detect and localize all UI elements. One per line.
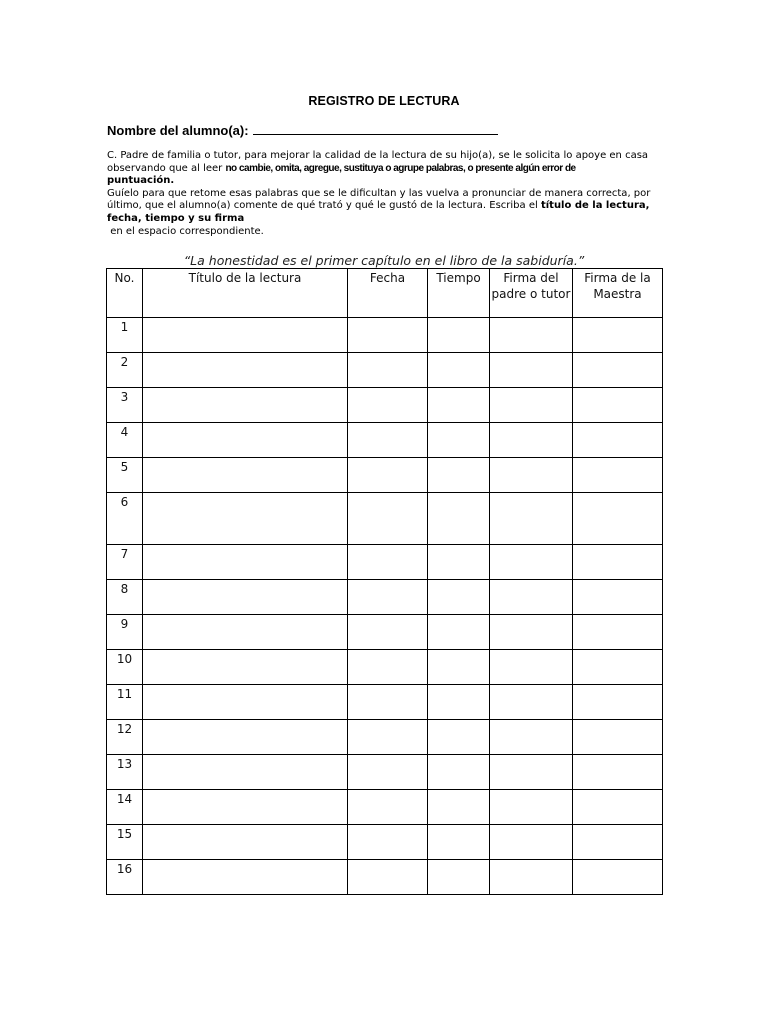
col-header-title: Título de la lectura <box>143 269 348 318</box>
cell-teacher-signature[interactable] <box>573 720 663 755</box>
quote: “La honestidad es el primer capítulo en el libro de la sabiduría.” <box>183 253 585 268</box>
cell-date[interactable] <box>348 825 428 860</box>
cell-time[interactable] <box>428 458 490 493</box>
table-row <box>107 353 663 388</box>
cell-teacher-signature[interactable] <box>573 423 663 458</box>
cell-teacher-signature[interactable] <box>573 318 663 353</box>
cell-date[interactable] <box>348 318 428 353</box>
student-name-field <box>107 122 498 138</box>
cell-parent-signature[interactable] <box>490 685 573 720</box>
cell-date[interactable] <box>348 545 428 580</box>
cell-time[interactable] <box>428 685 490 720</box>
cell-teacher-signature[interactable] <box>573 493 663 545</box>
table-row <box>107 755 663 790</box>
cell-title[interactable] <box>143 860 348 895</box>
col-header-parent-signature: Firma del padre o tutor <box>490 269 573 318</box>
cell-date[interactable] <box>348 615 428 650</box>
cell-time[interactable] <box>428 720 490 755</box>
cell-parent-signature[interactable] <box>490 493 573 545</box>
instructions-punctuation: puntuación. <box>107 175 175 187</box>
col-header-teacher-signature: Firma de la Maestra <box>573 269 663 318</box>
row-number: 9 <box>107 615 143 650</box>
cell-teacher-signature[interactable] <box>573 545 663 580</box>
cell-date[interactable] <box>348 423 428 458</box>
cell-date[interactable] <box>348 860 428 895</box>
row-number: 14 <box>107 790 143 825</box>
cell-teacher-signature[interactable] <box>573 458 663 493</box>
col-header-number: No. <box>107 269 143 318</box>
cell-parent-signature[interactable] <box>490 615 573 650</box>
row-number: 11 <box>107 685 143 720</box>
row-number: 15 <box>107 825 143 860</box>
cell-parent-signature[interactable] <box>490 545 573 580</box>
cell-date[interactable] <box>348 353 428 388</box>
cell-time[interactable] <box>428 353 490 388</box>
cell-time[interactable] <box>428 545 490 580</box>
cell-title[interactable] <box>143 318 348 353</box>
cell-title[interactable] <box>143 493 348 545</box>
cell-date[interactable] <box>348 388 428 423</box>
student-name-label: Nombre del alumno(a): <box>107 123 249 138</box>
cell-date[interactable] <box>348 493 428 545</box>
table-row <box>107 860 663 895</box>
table-row <box>107 685 663 720</box>
cell-parent-signature[interactable] <box>490 860 573 895</box>
cell-time[interactable] <box>428 318 490 353</box>
cell-parent-signature[interactable] <box>490 458 573 493</box>
cell-parent-signature[interactable] <box>490 318 573 353</box>
cell-title[interactable] <box>143 755 348 790</box>
table-row <box>107 790 663 825</box>
cell-title[interactable] <box>143 353 348 388</box>
instructions-paragraph-1: C. Padre de familia o tutor, para mejorar la calidad de la lectura de su hijo(a), se le solicita lo apoye en casa observando que al leer no cambie, omita, agregue, sustituya o agrupe palabras, o presente algún error de puntuación. <box>107 150 649 187</box>
row-number: 8 <box>107 580 143 615</box>
cell-teacher-signature[interactable] <box>573 615 663 650</box>
cell-parent-signature[interactable] <box>490 755 573 790</box>
cell-teacher-signature[interactable] <box>573 580 663 615</box>
instructions-fields: título de la lectura, fecha, tiempo y su firma <box>107 200 650 224</box>
table-row <box>107 318 663 353</box>
row-number: 6 <box>107 493 143 545</box>
cell-title[interactable] <box>143 545 348 580</box>
table-row <box>107 720 663 755</box>
cell-parent-signature[interactable] <box>490 720 573 755</box>
row-number: 5 <box>107 458 143 493</box>
cell-title[interactable] <box>143 720 348 755</box>
row-number: 16 <box>107 860 143 895</box>
cell-parent-signature[interactable] <box>490 353 573 388</box>
cell-title[interactable] <box>143 825 348 860</box>
table-row <box>107 580 663 615</box>
cell-time[interactable] <box>428 860 490 895</box>
cell-parent-signature[interactable] <box>490 650 573 685</box>
table-row <box>107 545 663 580</box>
cell-time[interactable] <box>428 650 490 685</box>
cell-title[interactable] <box>143 615 348 650</box>
cell-time[interactable] <box>428 825 490 860</box>
cell-time[interactable] <box>428 388 490 423</box>
cell-title[interactable] <box>143 423 348 458</box>
row-number: 10 <box>107 650 143 685</box>
cell-parent-signature[interactable] <box>490 825 573 860</box>
cell-time[interactable] <box>428 493 490 545</box>
row-number: 4 <box>107 423 143 458</box>
cell-teacher-signature[interactable] <box>573 825 663 860</box>
page-title: REGISTRO DE LECTURA <box>308 94 460 108</box>
cell-title[interactable] <box>143 388 348 423</box>
cell-time[interactable] <box>428 615 490 650</box>
cell-title[interactable] <box>143 580 348 615</box>
cell-parent-signature[interactable] <box>490 790 573 825</box>
cell-date[interactable] <box>348 650 428 685</box>
cell-title[interactable] <box>143 458 348 493</box>
cell-teacher-signature[interactable] <box>573 353 663 388</box>
col-header-date: Fecha <box>348 269 428 318</box>
cell-parent-signature[interactable] <box>490 423 573 458</box>
table-row <box>107 493 663 545</box>
cell-teacher-signature[interactable] <box>573 650 663 685</box>
cell-date[interactable] <box>348 458 428 493</box>
cell-title[interactable] <box>143 790 348 825</box>
cell-time[interactable] <box>428 755 490 790</box>
instructions-paragraph-2: Guíelo para que retome esas palabras que se le dificultan y las vuelva a pronunciar de manera correcta, por último, que el alumno(a) comente de qué trató y qué le gustó de la lectura. Escriba el título de la lectura, fecha, tiempo y su firma en el espacio correspondiente. <box>107 187 651 237</box>
cell-time[interactable] <box>428 423 490 458</box>
row-number: 7 <box>107 545 143 580</box>
cell-date[interactable] <box>348 790 428 825</box>
table-header-row <box>107 269 663 318</box>
cell-teacher-signature[interactable] <box>573 860 663 895</box>
cell-teacher-signature[interactable] <box>573 388 663 423</box>
student-name-blank-line[interactable] <box>253 122 498 135</box>
table-row <box>107 388 663 423</box>
table-row <box>107 458 663 493</box>
instructions-conditions: no cambie, omita, agregue, sustituya o agrupe palabras, o presente algún error de <box>225 162 576 174</box>
table-row <box>107 423 663 458</box>
table-row <box>107 615 663 650</box>
instructions <box>107 150 663 238</box>
row-number: 1 <box>107 318 143 353</box>
cell-date[interactable] <box>348 720 428 755</box>
row-number: 2 <box>107 353 143 388</box>
row-number: 12 <box>107 720 143 755</box>
cell-time[interactable] <box>428 790 490 825</box>
cell-title[interactable] <box>143 650 348 685</box>
col-header-time: Tiempo <box>428 269 490 318</box>
cell-time[interactable] <box>428 580 490 615</box>
row-number: 3 <box>107 388 143 423</box>
reading-log-table <box>106 268 663 895</box>
cell-date[interactable] <box>348 685 428 720</box>
cell-title[interactable] <box>143 685 348 720</box>
cell-teacher-signature[interactable] <box>573 755 663 790</box>
cell-teacher-signature[interactable] <box>573 790 663 825</box>
cell-teacher-signature[interactable] <box>573 685 663 720</box>
row-number: 13 <box>107 755 143 790</box>
cell-date[interactable] <box>348 580 428 615</box>
table-row <box>107 650 663 685</box>
cell-date[interactable] <box>348 755 428 790</box>
table-row <box>107 825 663 860</box>
cell-parent-signature[interactable] <box>490 580 573 615</box>
cell-parent-signature[interactable] <box>490 388 573 423</box>
